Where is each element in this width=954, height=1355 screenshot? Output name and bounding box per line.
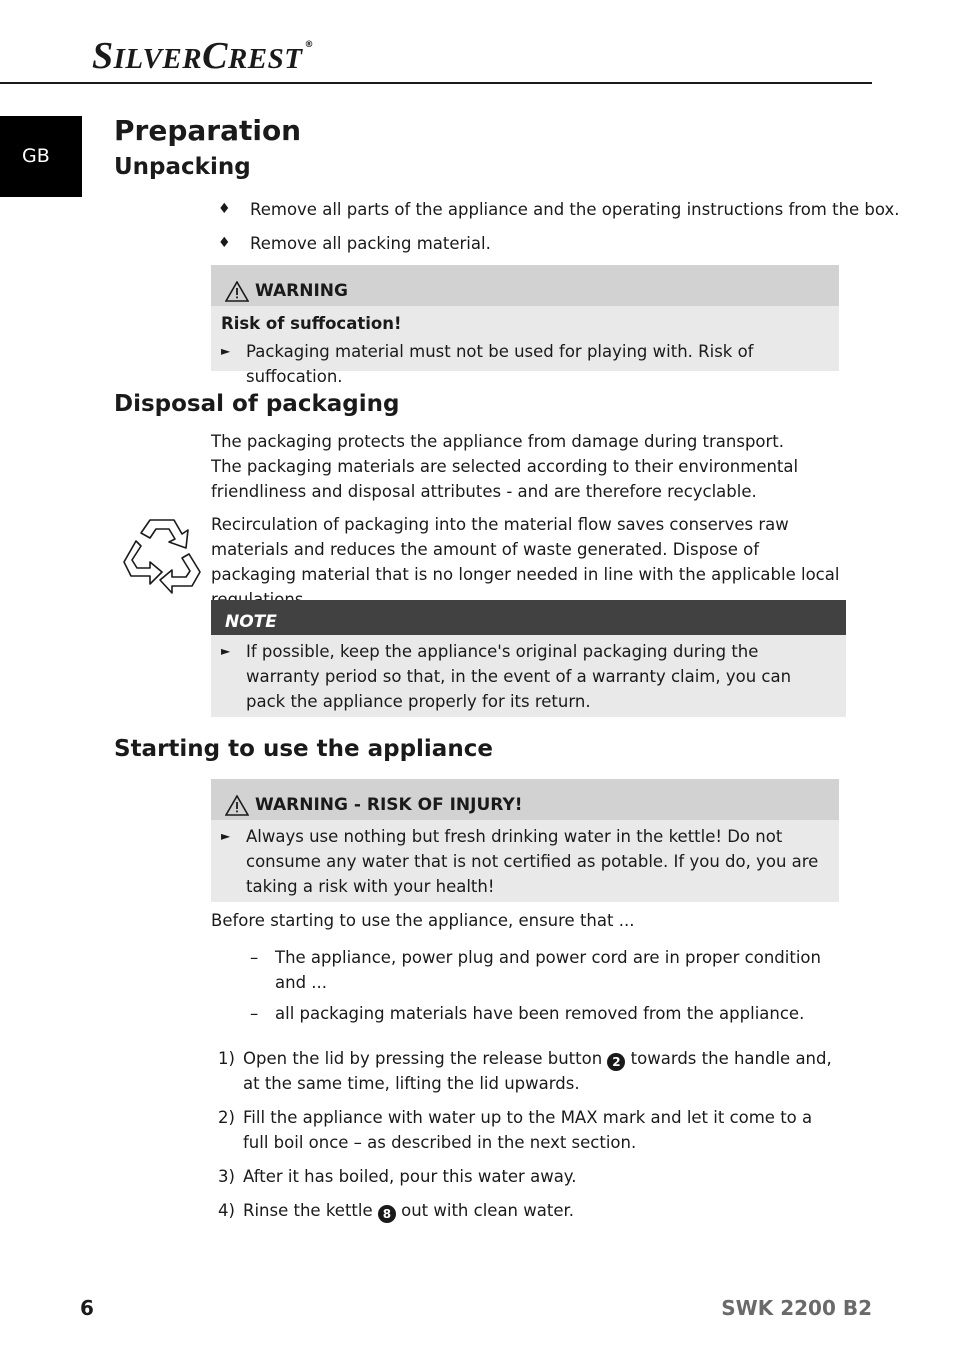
warning-box-injury [211,779,839,902]
note-header: NOTE [211,600,846,635]
arrow-right-icon: ► [221,829,231,843]
disposal-heading: Disposal of packaging [114,391,400,417]
note-box [211,600,846,717]
diamond-bullet-icon: ♦ [218,201,231,217]
language-tab: GB [0,116,82,197]
warning-box-suffocation [211,265,839,386]
unpacking-heading: Unpacking [114,154,251,180]
recycle-icon [120,516,204,594]
arrow-right-icon: ► [221,344,231,358]
warning-item: ► Always use nothing but fresh drinking water in the kettle! Do not consume any water that is not certified as potable. If you do, you are taking a risk with your health! [211,824,821,899]
warning-triangle-icon [225,281,249,302]
brand-logo: SILVERCREST ® [92,35,314,77]
warning-header: WARNING - RISK OF INJURY! [211,779,839,820]
warning-item: ► Packaging material must not be used for playing with. Risk of suffocation. [211,339,839,389]
model-number: SWK 2200 B2 [721,1296,872,1320]
part-number-badge: 8 [378,1205,396,1223]
warning-triangle-icon [225,795,249,816]
header-rule [0,82,872,84]
warning-header: WARNING [211,265,839,306]
warning-risk: Risk of suffocation! [221,314,402,333]
arrow-right-icon: ► [221,644,231,658]
diamond-bullet-icon: ♦ [218,235,231,251]
note-item: ► If possible, keep the appliance's original packaging during the warranty period so that, in the event of a warranty claim, you can pack the appliance properly for its return. [211,639,826,714]
disposal-paragraph: The packaging protects the appliance from damage during transport. The packaging materials are selected according to their environmental friendliness and disposal attributes - and are therefore recyclable. [211,432,799,501]
starting-intro: Before starting to use the appliance, ensure that ... [211,911,635,930]
recycling-paragraph: Recirculation of packaging into the material flow saves conserves raw materials and reduces the amount of waste generated. Dispose of packaging material that is no longer needed in line with the applicable local [211,515,840,584]
part-number-badge: 2 [607,1053,625,1071]
starting-heading: Starting to use the appliance [114,736,493,762]
page-number: 6 [80,1296,94,1320]
page-title: Preparation [114,114,302,147]
